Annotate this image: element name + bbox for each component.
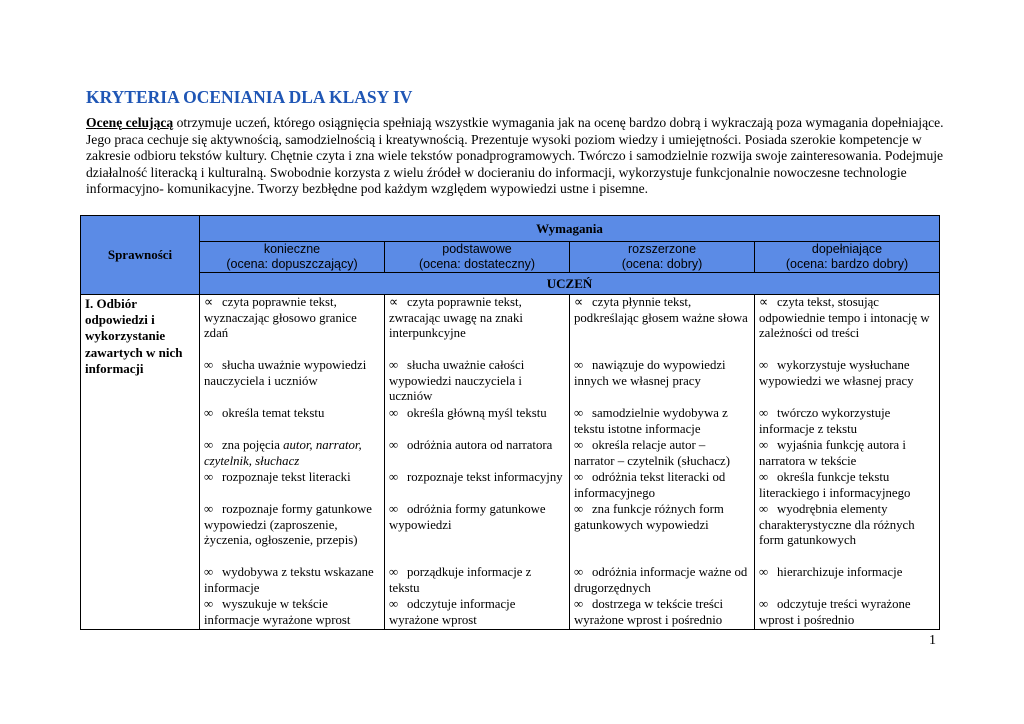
bullet-symbol: ∝ bbox=[574, 295, 584, 309]
requirement-text: zna pojęcia autor, narrator, czytelnik, słuchacz bbox=[204, 438, 362, 468]
bullet-symbol: ∞ bbox=[389, 470, 399, 484]
requirement-item bbox=[755, 565, 939, 597]
requirement-item bbox=[385, 470, 569, 502]
intro-lead: Ocenę celującą bbox=[86, 115, 174, 130]
bullet-symbol: ∞ bbox=[759, 470, 769, 484]
bullet-symbol: ∝ bbox=[389, 295, 399, 309]
page-title: KRYTERIA OCENIANIA DLA KLASY IV bbox=[86, 87, 413, 107]
requirements-header: Wymagania bbox=[200, 216, 940, 242]
requirement-item bbox=[755, 358, 939, 406]
requirement-item bbox=[200, 295, 384, 358]
level-grade: (ocena: dopuszczający) bbox=[226, 257, 358, 271]
requirement-text: rozpoznaje tekst informacyjny bbox=[407, 470, 563, 484]
requirement-text: hierarchizuje informacje bbox=[777, 565, 903, 579]
requirement-item bbox=[200, 358, 384, 406]
requirement-item bbox=[755, 438, 939, 470]
bullet-symbol: ∞ bbox=[574, 438, 584, 452]
bullet-symbol: ∞ bbox=[389, 565, 399, 579]
level-header bbox=[200, 242, 385, 273]
requirement-item bbox=[755, 502, 939, 565]
level-name: podstawowe bbox=[442, 242, 512, 256]
requirement-text: słucha uważnie wypowiedzi nauczyciela i uczniów bbox=[204, 358, 367, 388]
requirement-text: zna funkcje różnych form gatunkowych wypowiedzi bbox=[574, 502, 724, 532]
bullet-symbol: ∞ bbox=[574, 565, 584, 579]
level-grade: (ocena: dobry) bbox=[621, 257, 703, 271]
bullet-symbol: ∝ bbox=[204, 295, 214, 309]
requirement-text: porządkuje informacje z tekstu bbox=[389, 565, 532, 595]
requirement-text: określa temat tekstu bbox=[222, 406, 325, 420]
requirement-text: odczytuje treści wyrażone wprost i pośrednio bbox=[759, 597, 911, 627]
requirement-text: czyta poprawnie tekst, zwracając uwagę na znaki interpunkcyjne bbox=[389, 295, 523, 341]
requirement-item bbox=[200, 406, 384, 438]
requirement-item bbox=[385, 502, 569, 565]
intro-paragraph bbox=[86, 115, 946, 198]
bullet-symbol: ∞ bbox=[574, 597, 584, 611]
bullet-symbol: ∞ bbox=[389, 438, 399, 452]
requirement-item bbox=[200, 565, 384, 597]
requirement-text: wyodrębnia elementy charakterystyczne dla różnych form gatunkowych bbox=[759, 502, 915, 548]
requirement-text: czyta płynnie tekst, podkreślając głosem ważne słowa bbox=[574, 295, 748, 325]
skills-header: Sprawności bbox=[81, 216, 200, 295]
requirement-text: odróżnia autora od narratora bbox=[407, 438, 553, 452]
bullet-symbol: ∞ bbox=[204, 406, 214, 420]
bullet-symbol: ∞ bbox=[574, 502, 584, 516]
requirement-text: słucha uważnie całości wypowiedzi nauczyciela i uczniów bbox=[389, 358, 525, 404]
level-grade: (ocena: bardzo dobry) bbox=[785, 257, 909, 271]
student-header: UCZEŃ bbox=[200, 273, 940, 295]
requirement-item bbox=[385, 565, 569, 597]
page-number: 1 bbox=[929, 633, 936, 648]
requirement-text: określa relacje autor – narrator – czytelnik (słuchacz) bbox=[574, 438, 730, 468]
requirement-item bbox=[385, 406, 569, 438]
requirement-text: rozpoznaje tekst literacki bbox=[222, 470, 351, 484]
requirement-item bbox=[385, 597, 569, 629]
bullet-symbol: ∞ bbox=[574, 470, 584, 484]
level-grade: (ocena: dostateczny) bbox=[418, 257, 536, 271]
bullet-symbol: ∞ bbox=[759, 565, 769, 579]
bullet-symbol: ∞ bbox=[204, 470, 214, 484]
requirement-text: odczytuje informacje wyrażone wprost bbox=[389, 597, 516, 627]
requirement-item bbox=[570, 295, 754, 358]
requirement-item bbox=[570, 470, 754, 502]
bullet-symbol: ∞ bbox=[204, 502, 214, 516]
requirement-text: rozpoznaje formy gatunkowe wypowiedzi (zaproszenie, życzenia, ogłoszenie, przepis) bbox=[204, 502, 372, 548]
requirements-cell bbox=[385, 295, 570, 630]
requirement-item bbox=[570, 358, 754, 406]
bullet-symbol: ∝ bbox=[759, 295, 769, 309]
requirement-text: wykorzystuje wysłuchane wypowiedzi we własnej pracy bbox=[759, 358, 914, 388]
requirements-cell bbox=[755, 295, 940, 630]
level-header bbox=[570, 242, 755, 273]
requirement-text: dostrzega w tekście treści wyrażone wprost i pośrednio bbox=[574, 597, 724, 627]
requirement-text: odróżnia informacje ważne od drugorzędnych bbox=[574, 565, 748, 595]
requirements-cell bbox=[570, 295, 755, 630]
requirement-item bbox=[200, 470, 384, 502]
bullet-symbol: ∞ bbox=[574, 406, 584, 420]
requirement-text: samodzielnie wydobywa z tekstu istotne informacje bbox=[574, 406, 728, 436]
level-name: dopełniające bbox=[811, 242, 883, 256]
requirement-item bbox=[755, 295, 939, 358]
bullet-symbol: ∞ bbox=[204, 358, 214, 372]
requirement-item bbox=[570, 438, 754, 470]
requirement-item bbox=[570, 502, 754, 565]
requirement-item bbox=[385, 358, 569, 406]
bullet-symbol: ∞ bbox=[204, 565, 214, 579]
bullet-symbol: ∞ bbox=[389, 358, 399, 372]
requirement-text: twórczo wykorzystuje informacje z tekstu bbox=[759, 406, 891, 436]
bullet-symbol: ∞ bbox=[389, 597, 399, 611]
bullet-symbol: ∞ bbox=[389, 406, 399, 420]
intro-text: otrzymuje uczeń, którego osiągnięcia spełniają wszystkie wymagania jak na ocenę bardzo dobrą i wykraczają poza wymagania dopełniające. Jego praca cechuje się aktywnością, samodzielnością i kreatywnością. Prezentuje wysoki poziom wiedzy i umiejętności. Posiada szerokie kompetencje w zakresie odbioru tekstów kultury. Chętnie czyta i zna wiele tekstów ponadprogramowych. Twórczo i samodzielnie rozwija swoje zainteresowania. Podejmuje działalność literacką i kulturalną. Swobodnie korzysta z wielu źródeł w docieraniu do informacji, wykorzystuje funkcjonalnie nowoczesne technologie informacyjno- komunikacyjne. Tworzy bezbłędne pod każdym względem wypowiedzi ustne i pisemne. bbox=[86, 115, 944, 197]
level-name: rozszerzone bbox=[627, 242, 697, 256]
criteria-table bbox=[80, 215, 940, 630]
bullet-symbol: ∞ bbox=[389, 502, 399, 516]
level-header bbox=[755, 242, 940, 273]
bullet-symbol: ∞ bbox=[759, 438, 769, 452]
level-header bbox=[385, 242, 570, 273]
row-label: I. Odbiór odpowiedzi i wykorzystanie zawartych w nich informacji bbox=[81, 295, 200, 630]
requirement-item bbox=[385, 438, 569, 470]
requirement-text: wydobywa z tekstu wskazane informacje bbox=[204, 565, 374, 595]
requirement-item bbox=[200, 438, 384, 470]
requirement-text: określa funkcje tekstu literackiego i informacyjnego bbox=[759, 470, 911, 500]
bullet-symbol: ∞ bbox=[759, 597, 769, 611]
requirement-item bbox=[385, 295, 569, 358]
requirement-text: czyta tekst, stosując odpowiednie tempo i intonację w zależności od treści bbox=[759, 295, 930, 341]
bullet-symbol: ∞ bbox=[204, 438, 214, 452]
bullet-symbol: ∞ bbox=[759, 406, 769, 420]
requirement-text: nawiązuje do wypowiedzi innych we własnej pracy bbox=[574, 358, 726, 388]
requirement-item bbox=[755, 597, 939, 629]
requirement-text: określa główną myśl tekstu bbox=[407, 406, 547, 420]
requirement-item bbox=[755, 470, 939, 502]
level-name: konieczne bbox=[263, 242, 321, 256]
requirement-item bbox=[200, 597, 384, 629]
bullet-symbol: ∞ bbox=[759, 358, 769, 372]
requirement-item bbox=[570, 565, 754, 597]
bullet-symbol: ∞ bbox=[574, 358, 584, 372]
requirement-text: czyta poprawnie tekst, wyznaczając głosowo granice zdań bbox=[204, 295, 357, 341]
requirement-text: odróżnia formy gatunkowe wypowiedzi bbox=[389, 502, 546, 532]
requirement-item bbox=[200, 502, 384, 565]
bullet-symbol: ∞ bbox=[759, 502, 769, 516]
requirement-item bbox=[570, 406, 754, 438]
requirement-text: wyszukuje w tekście informacje wyrażone wprost bbox=[204, 597, 351, 627]
requirement-item bbox=[755, 406, 939, 438]
requirement-item bbox=[570, 597, 754, 629]
bullet-symbol: ∞ bbox=[204, 597, 214, 611]
requirement-text: odróżnia tekst literacki od informacyjnego bbox=[574, 470, 726, 500]
requirement-text: wyjaśnia funkcję autora i narratora w tekście bbox=[759, 438, 906, 468]
requirements-cell bbox=[200, 295, 385, 630]
